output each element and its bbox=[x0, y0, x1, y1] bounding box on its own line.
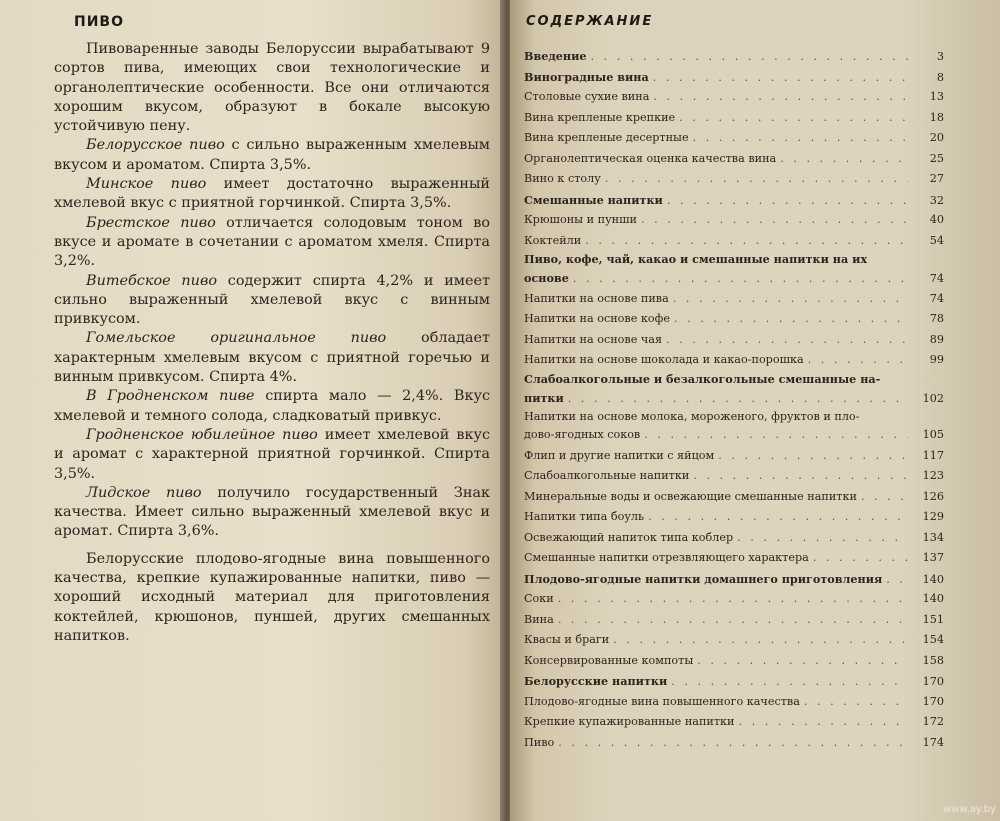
toc-entry-title: Вина крепленые крепкие bbox=[524, 110, 676, 124]
toc-entry bbox=[524, 210, 944, 231]
table-of-contents bbox=[524, 46, 944, 753]
toc-entry-title: Пиво bbox=[524, 735, 555, 749]
toc-entry-title: Вина bbox=[524, 612, 554, 626]
toc-leader-dots bbox=[861, 487, 908, 508]
toc-entry bbox=[524, 190, 944, 211]
toc-entry bbox=[524, 371, 944, 388]
toc-entry bbox=[524, 388, 944, 409]
toc-entry-title: Плодово-ягодные вина повышенного качества bbox=[524, 694, 800, 708]
toc-leader-dots bbox=[605, 169, 908, 190]
toc-entry bbox=[524, 692, 944, 713]
toc-entry bbox=[524, 425, 944, 446]
toc-page-number: 174 bbox=[922, 735, 944, 749]
toc-leader-dots bbox=[780, 149, 908, 170]
toc-page-number: 154 bbox=[922, 633, 944, 646]
toc-entry bbox=[524, 528, 944, 549]
paragraph bbox=[54, 484, 490, 542]
paragraph bbox=[54, 387, 490, 426]
paragraph-text: имеет достаточно выраженный хмелевой вкус с приятной горчинкой. Спирта 3,5%. bbox=[54, 176, 490, 212]
toc-entry bbox=[524, 46, 944, 67]
paragraph-text: с сильно выраженным хмелевым вкусом и ароматом. Спирта 3,5%. bbox=[54, 137, 490, 173]
toc-page-number: 117 bbox=[922, 448, 944, 462]
toc-entry-title: Напитки на основе шоколада и какао-порошка bbox=[524, 353, 804, 366]
toc-leader-dots bbox=[667, 191, 908, 212]
toc-entry-title: Минеральные воды и освежающие смешанные напитки bbox=[524, 489, 857, 503]
toc-entry bbox=[524, 289, 944, 310]
toc-entry-title: Слабоалкогольные напитки bbox=[524, 469, 690, 482]
toc-entry bbox=[524, 651, 944, 672]
watermark: www.ay.by bbox=[943, 804, 996, 815]
toc-entry-title: Напитки типа боуль bbox=[524, 510, 645, 523]
toc-entry-title: дово-ягодных соков bbox=[524, 428, 641, 441]
toc-leader-dots bbox=[693, 466, 908, 487]
toc-page-number: 99 bbox=[929, 353, 944, 366]
toc-entry-title: питки bbox=[524, 390, 564, 405]
toc-entry-title: Плодово-ягодные напитки домашнего приготовления bbox=[524, 571, 883, 586]
paragraph bbox=[54, 136, 490, 175]
toc-page-number: 105 bbox=[922, 428, 944, 441]
toc-page-number: 89 bbox=[929, 332, 944, 346]
toc-page-number: 18 bbox=[929, 110, 944, 124]
toc-leader-dots bbox=[679, 108, 908, 129]
toc-leader-dots bbox=[558, 733, 908, 754]
body-text bbox=[54, 40, 490, 646]
toc-entry bbox=[524, 251, 944, 268]
toc-entry bbox=[524, 712, 944, 733]
toc-leader-dots bbox=[886, 570, 908, 591]
toc-page-number: 54 bbox=[929, 233, 944, 247]
paragraph bbox=[54, 40, 490, 136]
toc-page-number: 13 bbox=[929, 90, 944, 103]
toc-leader-dots bbox=[648, 507, 908, 528]
toc-entry bbox=[524, 108, 944, 129]
beer-name: Лидское пиво bbox=[86, 484, 202, 501]
toc-entry-title: Виноградные вина bbox=[524, 69, 649, 84]
toc-leader-dots bbox=[613, 630, 908, 651]
toc-page-number: 137 bbox=[922, 551, 944, 564]
toc-entry-title: Крепкие купажированные напитки bbox=[524, 715, 735, 728]
toc-entry-title: Коктейли bbox=[524, 233, 582, 247]
toc-title: СОДЕРЖАНИЕ bbox=[526, 14, 654, 29]
toc-entry bbox=[524, 671, 944, 692]
toc-leader-dots bbox=[697, 651, 908, 672]
paragraph-text: содержит спирта 4,2% и имеет сильно выраженный хмелевой вкус с винным привкусом. bbox=[54, 272, 490, 328]
toc-entry-title: Консервированные компоты bbox=[524, 653, 694, 667]
toc-leader-dots bbox=[804, 692, 908, 713]
toc-entry-title: Вина крепленые десертные bbox=[524, 131, 689, 144]
toc-entry bbox=[524, 507, 944, 528]
toc-page-number: 140 bbox=[922, 572, 944, 586]
toc-leader-dots bbox=[718, 446, 908, 467]
paragraph bbox=[54, 175, 490, 214]
paragraph-text: обладает характерным хмелевым вкусом с приятной горечью и винным привкусом. Спирта 4%. bbox=[54, 330, 490, 386]
toc-entry bbox=[524, 630, 944, 651]
toc-entry-title: Столовые сухие вина bbox=[524, 90, 650, 103]
toc-entry-title: Вино к столу bbox=[524, 172, 601, 185]
toc-entry bbox=[524, 350, 944, 371]
paragraph-text: спирта мало — 2,4%. Вкус хмелевой и темного солода, сладковатый привкус. bbox=[54, 388, 490, 424]
beer-name: Гродненское юбилейное пиво bbox=[86, 426, 318, 443]
toc-page-number: 102 bbox=[922, 391, 944, 405]
toc-entry bbox=[524, 128, 944, 149]
paragraph bbox=[54, 550, 490, 646]
toc-entry-title: Слабоалкогольные и безалкогольные смешанные на- bbox=[524, 371, 881, 386]
paragraph bbox=[54, 329, 490, 387]
beer-name: Минское пиво bbox=[86, 176, 207, 193]
toc-leader-dots bbox=[585, 231, 908, 252]
toc-leader-dots bbox=[693, 128, 908, 149]
paragraph-text: получило государственный Знак качества. Имеет сильно выраженный хмелевой вкус и аромат. Спирта 3,6%. bbox=[54, 484, 490, 540]
toc-entry-title: Введение bbox=[524, 49, 587, 63]
toc-entry bbox=[524, 408, 944, 425]
toc-entry-title: Белорусские напитки bbox=[524, 674, 668, 688]
toc-entry-title: Органолептическая оценка качества вина bbox=[524, 151, 777, 165]
toc-entry-title: Напитки на основе пива bbox=[524, 291, 669, 305]
toc-page-number: 8 bbox=[936, 70, 944, 84]
toc-entry bbox=[524, 610, 944, 631]
toc-leader-dots bbox=[813, 548, 908, 569]
toc-leader-dots bbox=[653, 68, 908, 89]
toc-page-number: 151 bbox=[922, 612, 944, 626]
beer-name: Белорусское пиво bbox=[86, 137, 225, 154]
toc-page-number: 25 bbox=[929, 151, 944, 165]
beer-name: В Гродненском пиве bbox=[86, 388, 255, 405]
toc-entry bbox=[524, 589, 944, 610]
toc-entry-title: Смешанные напитки отрезвляющего характера bbox=[524, 551, 809, 564]
toc-entry-title: Крюшоны и пунши bbox=[524, 213, 637, 226]
toc-page-number: 129 bbox=[922, 510, 944, 523]
toc-page-number: 74 bbox=[929, 272, 944, 285]
toc-entry-title: Напитки на основе чая bbox=[524, 332, 663, 346]
toc-leader-dots bbox=[653, 87, 908, 108]
beer-name: Гомельское оригинальное пиво bbox=[86, 330, 387, 347]
toc-page-number: 27 bbox=[929, 172, 944, 185]
toc-entry bbox=[524, 569, 944, 590]
toc-entry bbox=[524, 466, 944, 487]
toc-leader-dots bbox=[558, 589, 908, 610]
toc-entry bbox=[524, 309, 944, 330]
toc-entry-title: Смешанные напитки bbox=[524, 192, 663, 207]
toc-entry bbox=[524, 231, 944, 252]
toc-leader-dots bbox=[673, 289, 908, 310]
toc-leader-dots bbox=[568, 389, 908, 410]
toc-leader-dots bbox=[739, 712, 908, 733]
toc-entry bbox=[524, 87, 944, 108]
toc-entry-title: Квасы и браги bbox=[524, 633, 610, 646]
paragraph bbox=[54, 272, 490, 330]
running-head: ПИВО bbox=[74, 14, 125, 30]
toc-entry-title: основе bbox=[524, 271, 569, 285]
toc-entry bbox=[524, 330, 944, 351]
toc-entry-title: Пиво, кофе, чай, какао и смешанные напитки на их bbox=[524, 252, 868, 266]
toc-leader-dots bbox=[644, 425, 908, 446]
toc-page-number: 32 bbox=[929, 193, 944, 207]
toc-page-number: 123 bbox=[922, 469, 944, 482]
paragraph-text: Пивоваренные заводы Белоруссии вырабатывают 9 сортов пива, имеющих свои технологические и органолептические особенности. Все они отличаются хорошим вкусом, образуют в бокале высокую устойчивую пену. bbox=[54, 41, 490, 135]
toc-page-number: 20 bbox=[929, 131, 944, 144]
toc-leader-dots bbox=[737, 528, 908, 549]
paragraph-text: Белорусские плодово-ягодные вина повышенного качества, крепкие купажированные напитки, пиво — хороший исходный материал для приготовления коктейлей, крюшонов, пуншей, других смешанных напитков. bbox=[54, 550, 490, 644]
toc-page-number: 170 bbox=[922, 675, 944, 688]
toc-page-number: 158 bbox=[922, 653, 944, 667]
toc-leader-dots bbox=[808, 350, 908, 371]
toc-page-number: 78 bbox=[929, 312, 944, 325]
toc-page-number: 40 bbox=[929, 213, 944, 226]
toc-entry bbox=[524, 487, 944, 508]
toc-page-number: 74 bbox=[929, 291, 944, 305]
toc-leader-dots bbox=[641, 210, 908, 231]
toc-entry bbox=[524, 446, 944, 467]
toc-page-number: 3 bbox=[936, 50, 944, 63]
toc-leader-dots bbox=[671, 672, 908, 693]
toc-entry bbox=[524, 548, 944, 569]
toc-leader-dots bbox=[558, 610, 908, 631]
beer-name: Витебское пиво bbox=[86, 272, 217, 289]
paragraph bbox=[54, 214, 490, 272]
beer-name: Брестское пиво bbox=[86, 214, 216, 231]
toc-entry-title: Напитки на основе молока, мороженого, фруктов и пло- bbox=[524, 410, 860, 423]
toc-entry bbox=[524, 733, 944, 754]
paragraph-text: имеет хмелевой вкус и аромат с характерной приятной горчинкой. Спирта 3,5%. bbox=[54, 426, 490, 482]
toc-leader-dots bbox=[573, 269, 908, 290]
toc-entry bbox=[524, 149, 944, 170]
toc-page-number: 170 bbox=[922, 694, 944, 708]
toc-page-number: 172 bbox=[922, 715, 944, 728]
toc-entry-title: Освежающий напиток типа коблер bbox=[524, 530, 734, 544]
toc-leader-dots bbox=[666, 330, 908, 351]
toc-leader-dots bbox=[591, 47, 908, 68]
paragraph bbox=[54, 426, 490, 484]
toc-page-number: 134 bbox=[922, 530, 944, 544]
toc-leader-dots bbox=[674, 309, 908, 330]
toc-entry-title: Флип и другие напитки с яйцом bbox=[524, 448, 715, 462]
toc-entry-title: Соки bbox=[524, 592, 554, 605]
toc-entry bbox=[524, 67, 944, 88]
paragraph-text: отличается солодовым тоном во вкусе и аромате в сочетании с ароматом хмеля. Спирта 3,2%. bbox=[54, 214, 490, 270]
toc-page-number: 140 bbox=[922, 592, 944, 605]
toc-entry bbox=[524, 268, 944, 289]
toc-page-number: 126 bbox=[922, 489, 944, 503]
toc-entry bbox=[524, 169, 944, 190]
toc-entry-title: Напитки на основе кофе bbox=[524, 312, 670, 325]
